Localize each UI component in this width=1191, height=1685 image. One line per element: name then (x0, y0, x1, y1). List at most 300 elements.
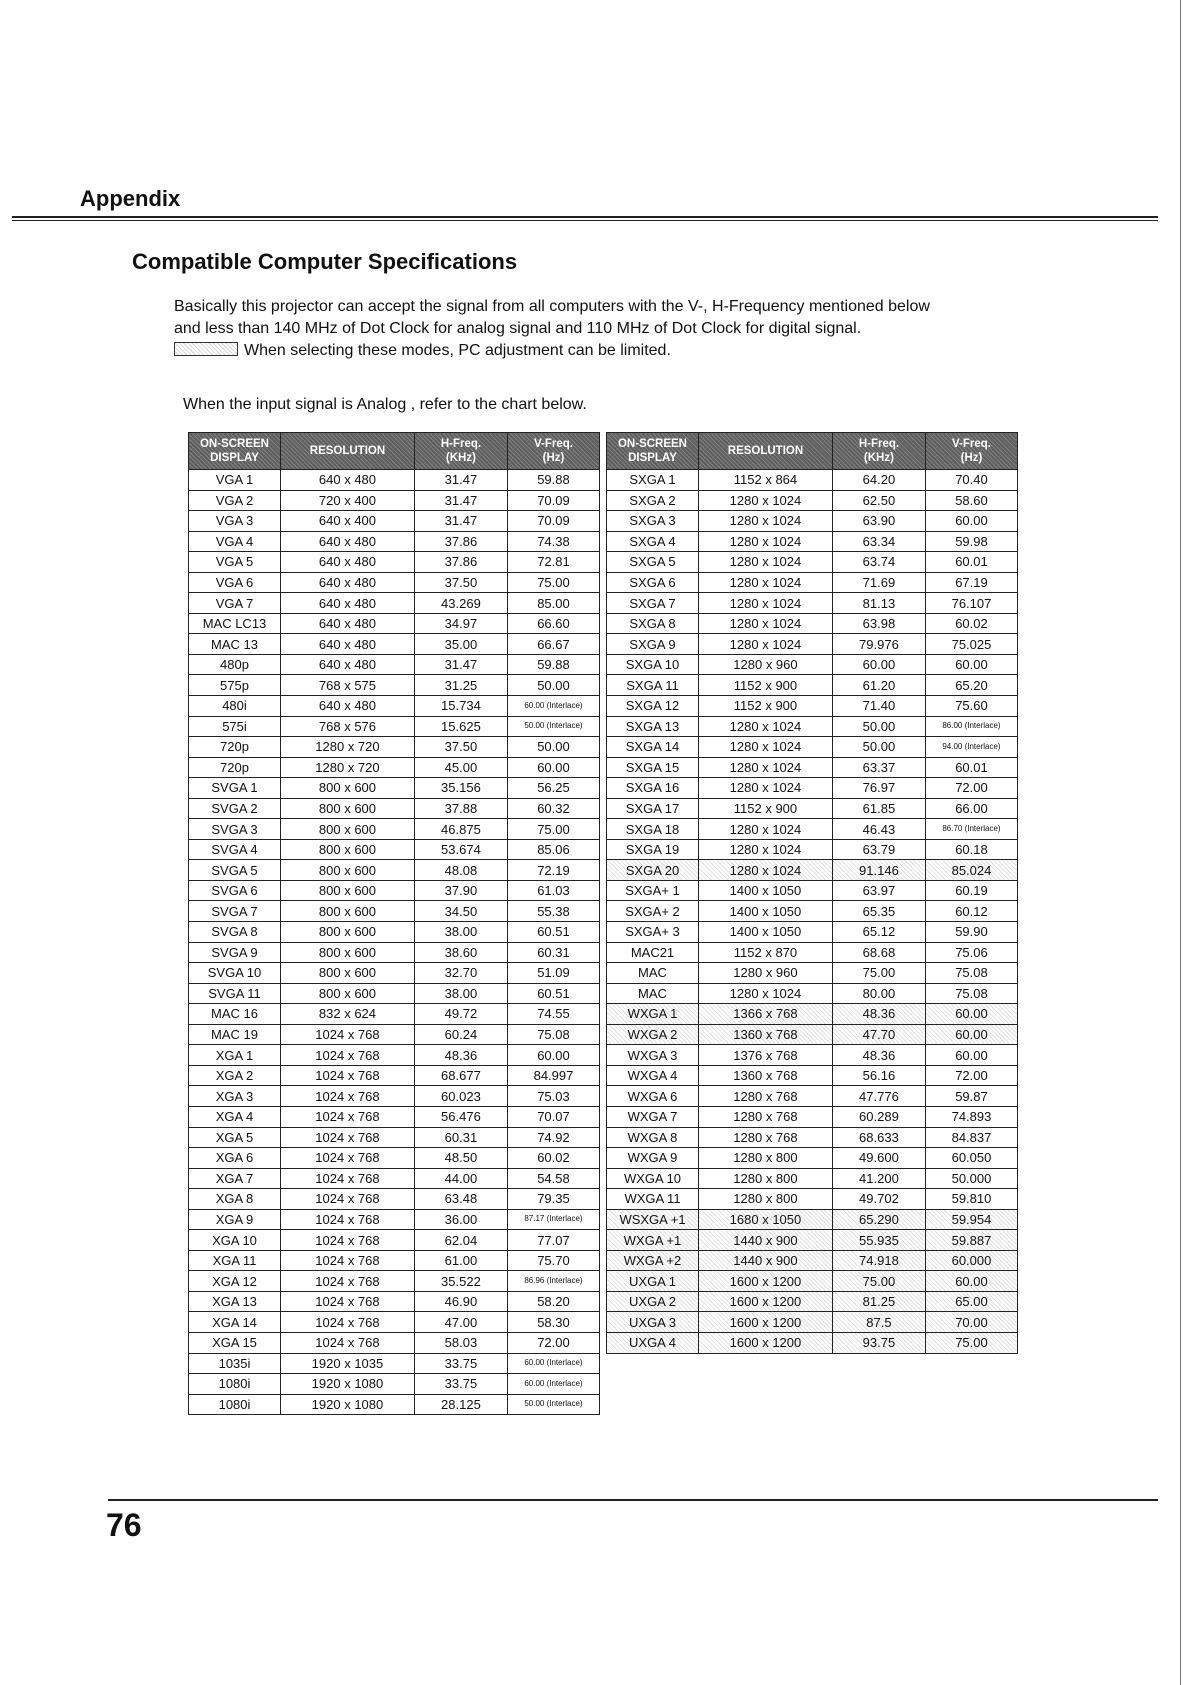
cell-display: WXGA +1 (607, 1230, 699, 1251)
cell-display: SVGA 2 (189, 798, 281, 819)
table-row (189, 531, 600, 552)
cell-hfreq: 65.35 (832, 901, 925, 922)
cell-resolution: 1280 x 768 (699, 1127, 833, 1148)
page-title: Compatible Computer Specifications (132, 249, 518, 274)
cell-vfreq: 75.00 (507, 572, 599, 593)
table-row (607, 572, 1018, 593)
cell-vfreq: 60.00 (Interlace) (507, 1353, 599, 1374)
cell-resolution: 800 x 600 (281, 901, 415, 922)
table-row (189, 572, 600, 593)
header-vfreq: V-Freq. (Hz) (507, 433, 599, 470)
cell-resolution: 1280 x 1024 (699, 531, 833, 552)
cell-display: XGA 11 (189, 1250, 281, 1271)
cell-resolution: 640 x 480 (281, 552, 415, 573)
table-row (607, 654, 1018, 675)
table-row (607, 1024, 1018, 1045)
cell-display: WXGA 2 (607, 1024, 699, 1045)
cell-display: XGA 6 (189, 1148, 281, 1169)
cell-resolution: 768 x 576 (281, 716, 415, 737)
cell-hfreq: 48.36 (832, 1004, 925, 1025)
cell-hfreq: 48.08 (414, 860, 507, 881)
cell-resolution: 1280 x 1024 (699, 490, 833, 511)
cell-display: XGA 1 (189, 1045, 281, 1066)
cell-vfreq: 60.31 (507, 942, 599, 963)
table-row (189, 1230, 600, 1251)
cell-resolution: 1280 x 768 (699, 1106, 833, 1127)
table-row (607, 511, 1018, 532)
cell-display: VGA 2 (189, 490, 281, 511)
cell-resolution: 1360 x 768 (699, 1024, 833, 1045)
cell-display: UXGA 1 (607, 1271, 699, 1292)
cell-display: SXGA 18 (607, 819, 699, 840)
intro-line-2: and less than 140 MHz of Dot Clock for analog signal and 110 MHz of Dot Clock for digital signal. (174, 320, 862, 337)
cell-vfreq: 60.00 (925, 511, 1017, 532)
cell-resolution: 1280 x 1024 (699, 983, 833, 1004)
cell-vfreq: 75.06 (925, 942, 1017, 963)
cell-display: WSXGA +1 (607, 1209, 699, 1230)
cell-resolution: 1024 x 768 (281, 1312, 415, 1333)
cell-hfreq: 75.00 (832, 1271, 925, 1292)
table-row (189, 1168, 600, 1189)
cell-vfreq: 77.07 (507, 1230, 599, 1251)
table-header-row (607, 433, 1018, 470)
cell-resolution: 1280 x 1024 (699, 716, 833, 737)
cell-vfreq: 87.17 (Interlace) (507, 1209, 599, 1230)
cell-display: 480i (189, 696, 281, 717)
cell-vfreq: 50.000 (925, 1168, 1017, 1189)
cell-hfreq: 65.12 (832, 922, 925, 943)
cell-resolution: 1280 x 1024 (699, 511, 833, 532)
cell-display: 575p (189, 675, 281, 696)
table-row (607, 922, 1018, 943)
table-row (607, 716, 1018, 737)
cell-display: 720p (189, 757, 281, 778)
cell-hfreq: 65.290 (832, 1209, 925, 1230)
cell-resolution: 640 x 480 (281, 696, 415, 717)
cell-resolution: 1280 x 800 (699, 1189, 833, 1210)
cell-vfreq: 75.00 (507, 819, 599, 840)
table-row (607, 531, 1018, 552)
cell-vfreq: 75.70 (507, 1250, 599, 1271)
chart-note: When the input signal is Analog , refer to the chart below. (183, 396, 587, 413)
cell-vfreq: 72.19 (507, 860, 599, 881)
cell-hfreq: 71.69 (832, 572, 925, 593)
cell-display: VGA 7 (189, 593, 281, 614)
cell-hfreq: 60.289 (832, 1106, 925, 1127)
cell-hfreq: 31.47 (414, 511, 507, 532)
cell-display: SVGA 5 (189, 860, 281, 881)
cell-resolution: 800 x 600 (281, 922, 415, 943)
cell-hfreq: 64.20 (832, 470, 925, 491)
table-row (189, 901, 600, 922)
cell-display: XGA 12 (189, 1271, 281, 1292)
cell-hfreq: 46.90 (414, 1291, 507, 1312)
cell-resolution: 1280 x 1024 (699, 819, 833, 840)
cell-vfreq: 86.70 (Interlace) (925, 819, 1017, 840)
cell-resolution: 1024 x 768 (281, 1291, 415, 1312)
cell-hfreq: 61.00 (414, 1250, 507, 1271)
cell-hfreq: 31.47 (414, 490, 507, 511)
cell-display: MAC LC13 (189, 613, 281, 634)
table-row (189, 1065, 600, 1086)
cell-hfreq: 81.25 (832, 1291, 925, 1312)
cell-display: VGA 5 (189, 552, 281, 573)
cell-resolution: 640 x 480 (281, 634, 415, 655)
cell-resolution: 800 x 600 (281, 860, 415, 881)
cell-resolution: 800 x 600 (281, 942, 415, 963)
cell-resolution: 1024 x 768 (281, 1127, 415, 1148)
cell-hfreq: 49.600 (832, 1148, 925, 1169)
cell-vfreq: 60.00 (507, 757, 599, 778)
table-row (607, 613, 1018, 634)
cell-hfreq: 37.86 (414, 531, 507, 552)
cell-hfreq: 68.68 (832, 942, 925, 963)
table-row (607, 675, 1018, 696)
cell-hfreq: 47.70 (832, 1024, 925, 1045)
cell-hfreq: 63.74 (832, 552, 925, 573)
cell-display: SXGA+ 1 (607, 880, 699, 901)
cell-vfreq: 60.01 (925, 757, 1017, 778)
cell-display: SXGA 20 (607, 860, 699, 881)
table-row (607, 1291, 1018, 1312)
table-row (607, 552, 1018, 573)
table-row (189, 1332, 600, 1353)
cell-display: SXGA 7 (607, 593, 699, 614)
cell-display: SVGA 1 (189, 778, 281, 799)
cell-resolution: 1366 x 768 (699, 1004, 833, 1025)
cell-display: SXGA 4 (607, 531, 699, 552)
page-edge-rule (1180, 0, 1181, 1685)
cell-hfreq: 50.00 (832, 737, 925, 758)
cell-vfreq: 60.01 (925, 552, 1017, 573)
cell-resolution: 1024 x 768 (281, 1148, 415, 1169)
footer-rule (108, 1499, 1158, 1501)
table-row (607, 901, 1018, 922)
cell-display: MAC 16 (189, 1004, 281, 1025)
cell-vfreq: 61.03 (507, 880, 599, 901)
cell-resolution: 1280 x 720 (281, 737, 415, 758)
cell-resolution: 1376 x 768 (699, 1045, 833, 1066)
cell-display: SVGA 7 (189, 901, 281, 922)
cell-hfreq: 50.00 (832, 716, 925, 737)
header-display: ON-SCREEN DISPLAY (189, 433, 281, 470)
cell-hfreq: 93.75 (832, 1332, 925, 1353)
cell-resolution: 1280 x 1024 (699, 552, 833, 573)
cell-vfreq: 72.00 (925, 778, 1017, 799)
limited-mode-legend-swatch (174, 342, 238, 356)
cell-vfreq: 94.00 (Interlace) (925, 737, 1017, 758)
cell-resolution: 768 x 575 (281, 675, 415, 696)
cell-vfreq: 70.09 (507, 490, 599, 511)
cell-vfreq: 60.02 (925, 613, 1017, 634)
cell-hfreq: 15.734 (414, 696, 507, 717)
table-row (189, 922, 600, 943)
cell-resolution: 1024 x 768 (281, 1209, 415, 1230)
cell-vfreq: 58.60 (925, 490, 1017, 511)
cell-display: XGA 13 (189, 1291, 281, 1312)
cell-display: SXGA 3 (607, 511, 699, 532)
table-row (189, 819, 600, 840)
cell-display: UXGA 4 (607, 1332, 699, 1353)
cell-resolution: 1600 x 1200 (699, 1312, 833, 1333)
cell-display: 720p (189, 737, 281, 758)
cell-display: WXGA 1 (607, 1004, 699, 1025)
cell-vfreq: 75.03 (507, 1086, 599, 1107)
cell-vfreq: 60.00 (925, 1271, 1017, 1292)
cell-hfreq: 35.156 (414, 778, 507, 799)
cell-hfreq: 33.75 (414, 1353, 507, 1374)
cell-resolution: 1024 x 768 (281, 1045, 415, 1066)
cell-vfreq: 85.00 (507, 593, 599, 614)
cell-resolution: 1440 x 900 (699, 1230, 833, 1251)
cell-display: SXGA+ 3 (607, 922, 699, 943)
header-vfreq: V-Freq. (Hz) (925, 433, 1017, 470)
compatibility-table-left (188, 432, 600, 1415)
table-header-row (189, 433, 600, 470)
cell-hfreq: 76.97 (832, 778, 925, 799)
cell-hfreq: 56.476 (414, 1106, 507, 1127)
table-row (607, 819, 1018, 840)
cell-display: 575i (189, 716, 281, 737)
cell-hfreq: 63.98 (832, 613, 925, 634)
intro-text (174, 296, 1074, 362)
table-row (607, 757, 1018, 778)
table-row (189, 1004, 600, 1025)
cell-hfreq: 48.50 (414, 1148, 507, 1169)
table-row (607, 963, 1018, 984)
cell-hfreq: 80.00 (832, 983, 925, 1004)
table-row (189, 1291, 600, 1312)
cell-display: MAC (607, 983, 699, 1004)
table-row (607, 798, 1018, 819)
cell-hfreq: 63.34 (832, 531, 925, 552)
cell-display: XGA 15 (189, 1332, 281, 1353)
cell-display: SXGA 15 (607, 757, 699, 778)
table-body-right (607, 470, 1018, 1354)
table-row (607, 839, 1018, 860)
cell-vfreq: 58.20 (507, 1291, 599, 1312)
cell-display: XGA 5 (189, 1127, 281, 1148)
table-row (607, 1045, 1018, 1066)
cell-vfreq: 50.00 (507, 675, 599, 696)
cell-vfreq: 50.00 (Interlace) (507, 1394, 599, 1415)
cell-hfreq: 41.200 (832, 1168, 925, 1189)
cell-vfreq: 76.107 (925, 593, 1017, 614)
cell-vfreq: 60.51 (507, 983, 599, 1004)
cell-display: SXGA 10 (607, 654, 699, 675)
cell-resolution: 1024 x 768 (281, 1065, 415, 1086)
cell-resolution: 1280 x 1024 (699, 839, 833, 860)
cell-resolution: 1600 x 1200 (699, 1332, 833, 1353)
cell-resolution: 1920 x 1080 (281, 1374, 415, 1395)
cell-hfreq: 47.776 (832, 1086, 925, 1107)
cell-display: SXGA 17 (607, 798, 699, 819)
cell-vfreq: 70.09 (507, 511, 599, 532)
cell-vfreq: 84.837 (925, 1127, 1017, 1148)
cell-display: WXGA 3 (607, 1045, 699, 1066)
table-row (189, 593, 600, 614)
table-row (189, 880, 600, 901)
table-row (189, 1312, 600, 1333)
table-row (189, 1353, 600, 1374)
cell-hfreq: 61.20 (832, 675, 925, 696)
cell-vfreq: 60.32 (507, 798, 599, 819)
cell-vfreq: 65.20 (925, 675, 1017, 696)
page-number: 76 (106, 1507, 142, 1543)
cell-hfreq: 38.60 (414, 942, 507, 963)
cell-vfreq: 60.00 (Interlace) (507, 696, 599, 717)
cell-vfreq: 60.000 (925, 1250, 1017, 1271)
cell-vfreq: 60.00 (925, 1004, 1017, 1025)
cell-hfreq: 49.72 (414, 1004, 507, 1025)
table-row (189, 778, 600, 799)
cell-resolution: 1600 x 1200 (699, 1291, 833, 1312)
cell-resolution: 1440 x 900 (699, 1250, 833, 1271)
table-row (189, 860, 600, 881)
cell-display: SXGA 8 (607, 613, 699, 634)
cell-vfreq: 60.00 (925, 1045, 1017, 1066)
cell-vfreq: 60.18 (925, 839, 1017, 860)
cell-hfreq: 62.50 (832, 490, 925, 511)
cell-display: SVGA 11 (189, 983, 281, 1004)
table-row (607, 490, 1018, 511)
cell-display: VGA 3 (189, 511, 281, 532)
cell-resolution: 1024 x 768 (281, 1271, 415, 1292)
cell-hfreq: 79.976 (832, 634, 925, 655)
cell-resolution: 800 x 600 (281, 778, 415, 799)
table-row (607, 737, 1018, 758)
cell-hfreq: 58.03 (414, 1332, 507, 1353)
table-row (607, 470, 1018, 491)
cell-resolution: 1920 x 1080 (281, 1394, 415, 1415)
cell-resolution: 640 x 480 (281, 470, 415, 491)
cell-hfreq: 38.00 (414, 983, 507, 1004)
cell-resolution: 1280 x 768 (699, 1086, 833, 1107)
cell-display: SXGA 19 (607, 839, 699, 860)
cell-vfreq: 59.887 (925, 1230, 1017, 1251)
cell-display: SXGA 11 (607, 675, 699, 696)
cell-hfreq: 63.97 (832, 880, 925, 901)
cell-display: WXGA 6 (607, 1086, 699, 1107)
cell-display: SXGA 13 (607, 716, 699, 737)
table-row (607, 1106, 1018, 1127)
table-row (189, 983, 600, 1004)
cell-display: SXGA 9 (607, 634, 699, 655)
cell-resolution: 1024 x 768 (281, 1332, 415, 1353)
cell-vfreq: 75.025 (925, 634, 1017, 655)
cell-display: XGA 9 (189, 1209, 281, 1230)
intro-line-1: Basically this projector can accept the signal from all computers with the V-, H-Frequency mentioned below (174, 298, 930, 315)
cell-display: WXGA 11 (607, 1189, 699, 1210)
cell-resolution: 1280 x 1024 (699, 778, 833, 799)
cell-vfreq: 79.35 (507, 1189, 599, 1210)
cell-resolution: 1400 x 1050 (699, 880, 833, 901)
cell-resolution: 640 x 480 (281, 593, 415, 614)
cell-hfreq: 48.36 (414, 1045, 507, 1066)
cell-resolution: 1024 x 768 (281, 1106, 415, 1127)
cell-hfreq: 43.269 (414, 593, 507, 614)
cell-vfreq: 60.00 (925, 654, 1017, 675)
cell-vfreq: 60.00 (507, 1045, 599, 1066)
table-row (189, 511, 600, 532)
cell-display: SXGA 1 (607, 470, 699, 491)
cell-resolution: 800 x 600 (281, 983, 415, 1004)
cell-vfreq: 74.92 (507, 1127, 599, 1148)
cell-display: SXGA 12 (607, 696, 699, 717)
cell-vfreq: 72.00 (925, 1065, 1017, 1086)
cell-display: 480p (189, 654, 281, 675)
header-rule-thin (12, 220, 1158, 221)
table-row (607, 1127, 1018, 1148)
cell-vfreq: 60.51 (507, 922, 599, 943)
cell-hfreq: 37.88 (414, 798, 507, 819)
cell-hfreq: 63.90 (832, 511, 925, 532)
cell-resolution: 1152 x 864 (699, 470, 833, 491)
cell-hfreq: 45.00 (414, 757, 507, 778)
cell-hfreq: 28.125 (414, 1394, 507, 1415)
cell-hfreq: 34.50 (414, 901, 507, 922)
cell-hfreq: 35.00 (414, 634, 507, 655)
table-row (189, 1250, 600, 1271)
cell-hfreq: 87.5 (832, 1312, 925, 1333)
table-row (189, 634, 600, 655)
cell-hfreq: 48.36 (832, 1045, 925, 1066)
cell-vfreq: 74.55 (507, 1004, 599, 1025)
cell-hfreq: 37.90 (414, 880, 507, 901)
cell-vfreq: 51.09 (507, 963, 599, 984)
cell-display: WXGA 8 (607, 1127, 699, 1148)
table-row (189, 1086, 600, 1107)
table-row (189, 1374, 600, 1395)
cell-vfreq: 65.00 (925, 1291, 1017, 1312)
cell-resolution: 1024 x 768 (281, 1024, 415, 1045)
header-hfreq: H-Freq. (KHz) (832, 433, 925, 470)
table-row (607, 880, 1018, 901)
table-row (189, 552, 600, 573)
cell-vfreq: 75.08 (925, 963, 1017, 984)
table-row (189, 490, 600, 511)
cell-resolution: 800 x 600 (281, 798, 415, 819)
cell-vfreq: 50.00 (507, 737, 599, 758)
cell-hfreq: 61.85 (832, 798, 925, 819)
cell-vfreq: 75.00 (925, 1332, 1017, 1353)
cell-display: SVGA 8 (189, 922, 281, 943)
table-row (607, 1312, 1018, 1333)
cell-vfreq: 70.40 (925, 470, 1017, 491)
table-row (189, 470, 600, 491)
cell-hfreq: 81.13 (832, 593, 925, 614)
cell-resolution: 640 x 480 (281, 531, 415, 552)
table-row (607, 778, 1018, 799)
table-row (607, 1065, 1018, 1086)
table-row (189, 675, 600, 696)
table-row (189, 613, 600, 634)
cell-vfreq: 75.60 (925, 696, 1017, 717)
cell-hfreq: 47.00 (414, 1312, 507, 1333)
cell-display: SVGA 4 (189, 839, 281, 860)
cell-resolution: 1360 x 768 (699, 1065, 833, 1086)
cell-resolution: 1024 x 768 (281, 1250, 415, 1271)
table-row (607, 1086, 1018, 1107)
cell-resolution: 640 x 480 (281, 654, 415, 675)
cell-resolution: 1400 x 1050 (699, 922, 833, 943)
cell-vfreq: 84.997 (507, 1065, 599, 1086)
cell-vfreq: 56.25 (507, 778, 599, 799)
cell-vfreq: 59.88 (507, 654, 599, 675)
table-row (189, 737, 600, 758)
cell-vfreq: 86.00 (Interlace) (925, 716, 1017, 737)
cell-resolution: 1400 x 1050 (699, 901, 833, 922)
